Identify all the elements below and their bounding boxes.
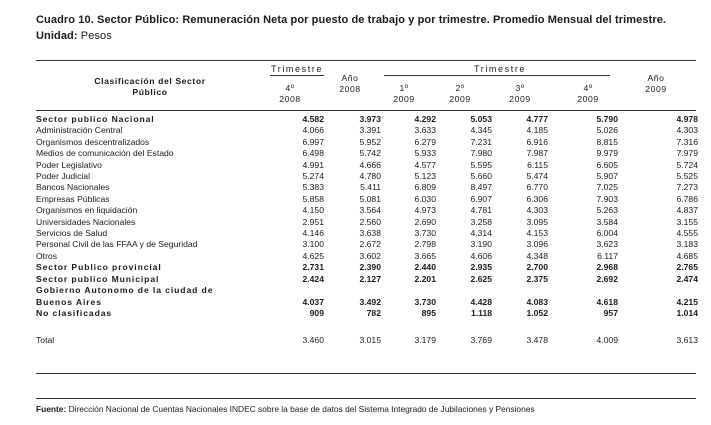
cell-value: 2.375 [526, 273, 548, 284]
table-row [36, 125, 698, 136]
row-label: Buenos Aires [36, 296, 102, 307]
cell-value: 2.700 [526, 262, 548, 273]
cell-value: 6.786 [676, 193, 698, 204]
cell-value: 6.809 [414, 182, 436, 193]
cell-value: 4.577 [414, 159, 436, 170]
table-row [36, 335, 698, 346]
row-label: Poder Legislativo [36, 159, 102, 170]
table-row [36, 217, 698, 228]
row-label: Total [36, 335, 55, 346]
cell-value: 4.582 [302, 114, 324, 124]
table-row [36, 251, 698, 262]
cell-value: 3.638 [359, 228, 381, 239]
cell-value: 3.492 [359, 296, 381, 307]
spacer-cell [36, 319, 698, 335]
cell-value: 4.215 [676, 296, 698, 307]
cell-value: 6.498 [302, 148, 324, 159]
row-label: Sector publico Municipal [36, 273, 160, 284]
header-bottom-rule [36, 110, 696, 111]
cell-value: 5.742 [359, 148, 381, 159]
cell-value: 1.052 [526, 307, 548, 318]
cell-value [618, 285, 698, 296]
cell-value: 3.179 [414, 335, 436, 346]
cell-value: 2.474 [676, 273, 698, 284]
cell-value: 5.595 [470, 159, 492, 170]
cell-value: 5.724 [676, 159, 698, 170]
cell-value: 5.660 [470, 171, 492, 182]
cell-value: 4.009 [596, 335, 618, 346]
cell-value: 2.201 [414, 273, 436, 284]
cell-value [548, 285, 618, 296]
cell-value: 6.997 [302, 136, 324, 147]
cell-value: 2.731 [302, 262, 324, 273]
cell-value: 4.625 [302, 250, 324, 261]
cell-value: 2.440 [414, 262, 436, 273]
remuneracion-table [36, 114, 698, 347]
table-row [36, 308, 698, 319]
cell-value: 4.428 [470, 296, 492, 307]
cell-value: 4.345 [470, 125, 492, 136]
cell-value: 2.968 [596, 262, 618, 273]
cell-value: 5.123 [414, 171, 436, 182]
cell-value: 8.815 [596, 136, 618, 147]
cell-value: 2.692 [596, 273, 618, 284]
cell-value: 4.618 [596, 296, 618, 307]
cell-value: 4.837 [676, 205, 698, 216]
cell-value: 3.584 [596, 216, 618, 227]
cell-value: 1.014 [676, 307, 698, 318]
cell-value: 4.781 [470, 205, 492, 216]
row-label: Universidades Nacionales [36, 216, 136, 227]
cell-value: 1.118 [470, 307, 492, 318]
cell-value: 4.666 [359, 159, 381, 170]
title-text: Cuadro 10. Sector Público: Remuneración Neta por puesto de trabajo y por trimestre. Promedio Mensual del trimestre. Unidad: [36, 14, 667, 42]
cell-value: 7.316 [676, 136, 698, 147]
cell-value: 4.978 [676, 114, 698, 124]
cell-value: 8.497 [470, 182, 492, 193]
cell-value: 5.952 [359, 136, 381, 147]
trimestre-2008-rule [270, 75, 324, 76]
source-note [36, 404, 535, 414]
cell-value: 3.096 [526, 239, 548, 250]
cell-value: 4.348 [526, 250, 548, 261]
cell-value: 3.183 [676, 239, 698, 250]
cell-value: 3.100 [302, 239, 324, 250]
cell-value: 5.274 [302, 171, 324, 182]
cell-value: 5.263 [596, 205, 618, 216]
cell-value: 3.730 [414, 296, 436, 307]
cell-value: 2.798 [414, 239, 436, 250]
cell-value: 3.602 [359, 250, 381, 261]
cell-value: 2.390 [359, 262, 381, 273]
table-row [36, 205, 698, 216]
source-text: Dirección Nacional de Cuentas Nacionales INDEC sobre la base de datos del Sistema Integrado de Jubilaciones y Pensiones [66, 404, 535, 414]
row-label: Bancos Nacionales [36, 182, 110, 193]
cell-value: 3.633 [414, 125, 436, 136]
cell-value: 6.907 [470, 193, 492, 204]
header-q4-2009: 4º 2009 [577, 83, 599, 104]
cell-value [492, 285, 548, 296]
cell-value: 4.555 [676, 228, 698, 239]
cell-value: 4.146 [302, 228, 324, 239]
cell-value: 4.777 [526, 114, 548, 124]
row-label: Empresas Públicas [36, 193, 110, 204]
header-year-2009: Año 2009 [645, 73, 667, 94]
cell-value: 3.391 [359, 125, 381, 136]
cell-value: 5.411 [360, 182, 381, 193]
header-q2-2009: 2º 2009 [449, 83, 471, 104]
table-row [36, 114, 698, 125]
header-q3-2009: 3º 2009 [509, 83, 531, 104]
bottom-rule [36, 398, 696, 399]
cell-value: 2.672 [359, 239, 381, 250]
table-row [36, 228, 698, 239]
cell-value: 6.030 [414, 193, 436, 204]
cell-value: 4.991 [302, 159, 324, 170]
cell-value: 7.025 [596, 182, 618, 193]
table-row [36, 171, 698, 182]
table-row [36, 148, 698, 159]
source-label: Fuente: [36, 404, 67, 414]
cell-value: 2.127 [359, 273, 381, 284]
header-trimestre-2009: Trimestre [473, 64, 527, 74]
cell-value: 3.973 [359, 114, 381, 124]
cell-value: 5.525 [676, 171, 698, 182]
cell-value: 2.765 [676, 262, 698, 273]
cell-value: 4.780 [359, 171, 381, 182]
row-label: Medios de comunicación del Estado [36, 148, 174, 159]
cell-value: 3.155 [676, 216, 698, 227]
row-label: Sector publico Nacional [36, 114, 155, 124]
cell-value: 4.185 [526, 125, 548, 136]
cell-value: 2.625 [470, 273, 492, 284]
header-q1-2009: 1º 2009 [393, 83, 415, 104]
cell-value: 9.979 [596, 148, 618, 159]
header-classification: Clasificación del Sector Público [94, 76, 206, 97]
cell-value: 7.979 [676, 148, 698, 159]
cell-value [324, 285, 381, 296]
cell-value: 5.026 [596, 125, 618, 136]
cell-value: 782 [366, 307, 381, 318]
cell-value: 7.980 [470, 148, 492, 159]
table-row [36, 137, 698, 148]
row-label: Otros [36, 250, 58, 261]
cell-value: 4.083 [526, 296, 548, 307]
cell-value: 6.117 [597, 250, 618, 261]
title-unit: Pesos [77, 30, 112, 42]
cell-value: 4.606 [470, 250, 492, 261]
row-label: Personal Civil de las FFAA y de Seguridad [36, 239, 198, 250]
row-label: Organismos en liquidación [36, 205, 138, 216]
trimestre-2009-rule [384, 75, 610, 76]
cell-value: 6.916 [526, 136, 548, 147]
cell-value: 5.907 [596, 171, 618, 182]
cell-value: 5.383 [302, 182, 324, 193]
cell-value: 4.037 [302, 296, 324, 307]
cell-value: 6.115 [527, 159, 548, 170]
cell-value: 7.273 [676, 182, 698, 193]
cell-value: 2.951 [302, 216, 324, 227]
cell-value: 3.769 [470, 335, 492, 346]
row-label: Administración Central [36, 125, 123, 136]
table-row [36, 297, 698, 308]
cell-value: 5.474 [526, 171, 548, 182]
table-row [36, 182, 698, 193]
cell-value: 7.231 [470, 136, 492, 147]
cell-value [268, 285, 324, 296]
cell-value: 3.623 [596, 239, 618, 250]
cell-value: 3.460 [302, 335, 324, 346]
cell-value: 4.303 [676, 125, 698, 136]
cell-value: 6.004 [596, 228, 618, 239]
cell-value: 5.858 [302, 193, 324, 204]
cell-value: 3.478 [526, 335, 548, 346]
table-row [36, 239, 698, 250]
cell-value: 895 [421, 307, 436, 318]
header-q4-2008: 4º 2008 [279, 83, 301, 104]
header-trimestre-2008: Trimestre [270, 64, 324, 74]
cell-value: 957 [603, 307, 618, 318]
cell-value: 4.303 [526, 205, 548, 216]
cell-value: 5.933 [414, 148, 436, 159]
total-top-rule [36, 373, 696, 374]
row-label: Gobierno Autonomo de la ciudad de [36, 285, 214, 296]
row-label: Sector Publico provincial [36, 262, 162, 273]
cell-value: 3.730 [414, 228, 436, 239]
cell-value [381, 285, 436, 296]
cell-value: 2.690 [414, 216, 436, 227]
row-label: Poder Judicial [36, 171, 90, 182]
cell-value: 5.053 [470, 114, 492, 124]
cell-value: 4.685 [676, 250, 698, 261]
cell-value: 4.973 [414, 205, 436, 216]
spacer-row [36, 319, 698, 335]
cell-value: 3.095 [526, 216, 548, 227]
cell-value: 909 [309, 307, 324, 318]
cell-value: 6.770 [526, 182, 548, 193]
cell-value: 4.314 [470, 228, 492, 239]
cell-value: 4.153 [526, 228, 548, 239]
table-row [36, 160, 698, 171]
table-row [36, 285, 698, 296]
cell-value: 2.424 [302, 273, 324, 284]
cell-value: 5.790 [596, 114, 618, 124]
cell-value: 6.306 [526, 193, 548, 204]
table-row [36, 194, 698, 205]
header-year-2008: Año 2008 [339, 73, 361, 94]
cell-value: 6.279 [414, 136, 436, 147]
cell-value: 4.150 [302, 205, 324, 216]
cell-value: 6.605 [596, 159, 618, 170]
cell-value: 3.015 [359, 335, 381, 346]
cell-value: 3.190 [470, 239, 492, 250]
cell-value: 4.066 [302, 125, 324, 136]
row-label: Organismos descentralizados [36, 136, 150, 147]
cell-value: 4.292 [414, 114, 436, 124]
cell-value: 3.564 [359, 205, 381, 216]
cell-value: 7.987 [526, 148, 548, 159]
cell-value: 2.935 [470, 262, 492, 273]
row-label: Servicios de Salud [36, 228, 108, 239]
table-row [36, 262, 698, 273]
cell-value: 3.665 [414, 250, 436, 261]
cell-value: 5.081 [359, 193, 381, 204]
cell-value: 3.258 [470, 216, 492, 227]
row-label: No clasificadas [36, 307, 113, 318]
cell-value: 3.613 [676, 335, 698, 346]
cell-value: 7.903 [596, 193, 618, 204]
top-rule [36, 60, 696, 61]
table-row [36, 274, 698, 285]
table-title [36, 12, 696, 44]
cell-value [436, 285, 492, 296]
cell-value: 2.560 [359, 216, 381, 227]
